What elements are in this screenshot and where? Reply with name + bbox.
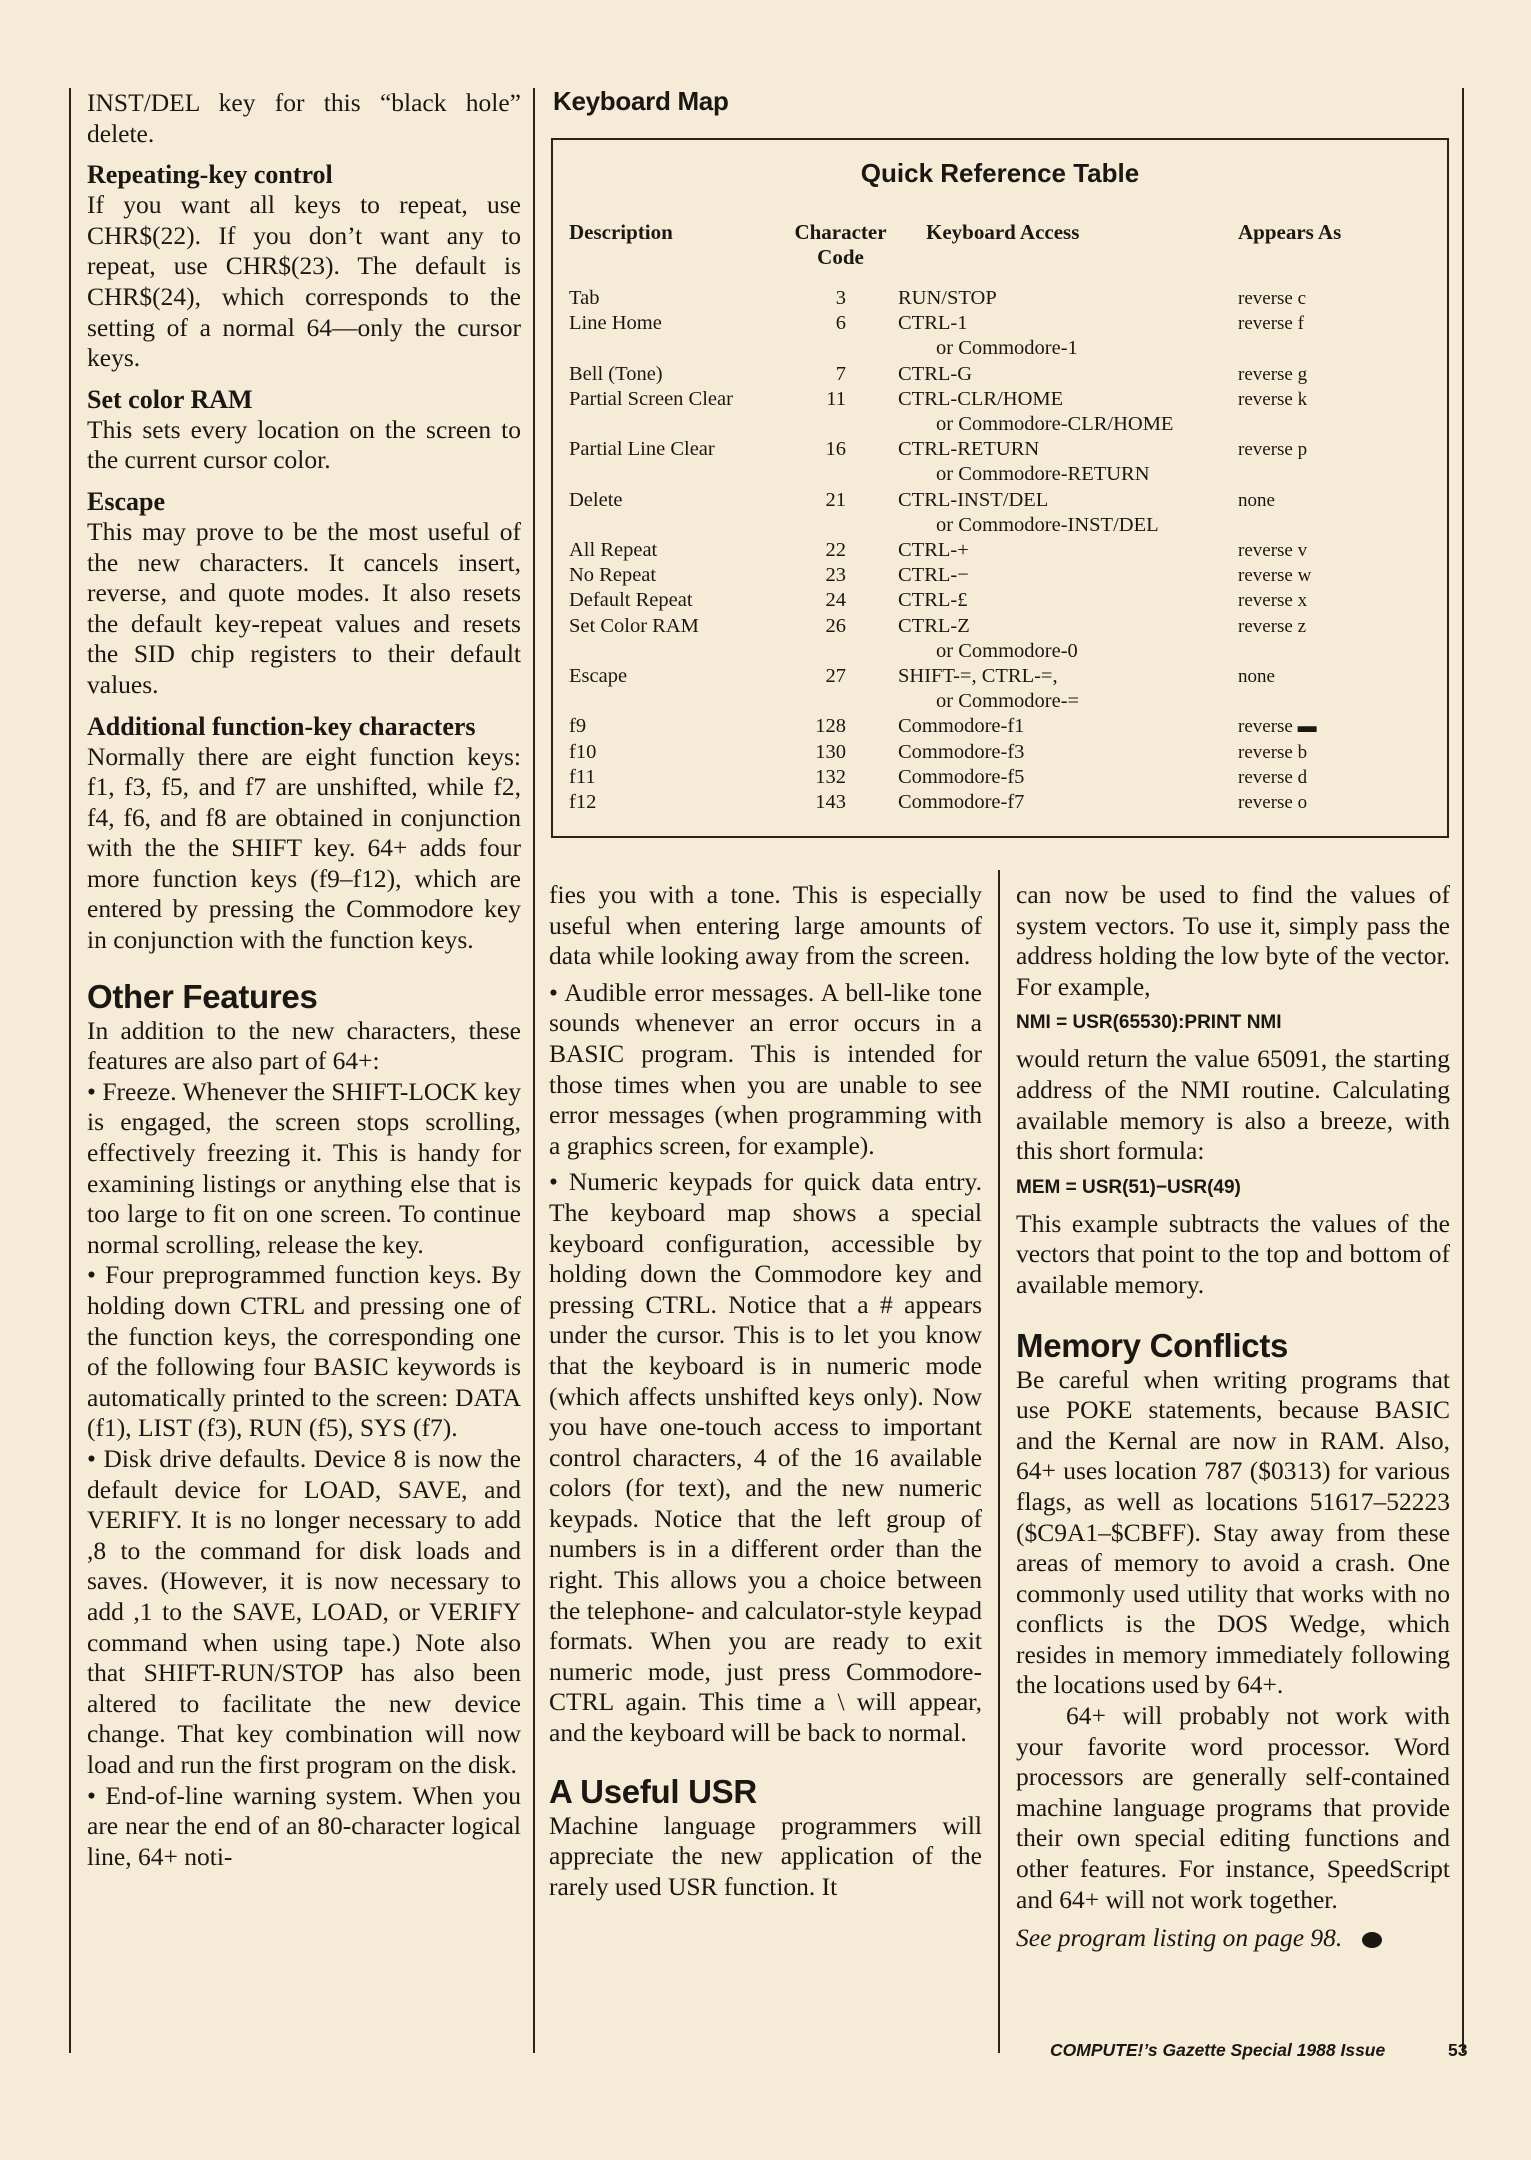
footer-publication: COMPUTE!’s Gazette Special 1988 Issue [1050,2040,1386,2060]
row-keyboard-access [888,790,1238,815]
table-row [569,538,1435,563]
row-description: Set Color RAM [569,614,699,637]
row-keyboard-access [888,714,1238,739]
paragraph-mem-result: This example subtracts the values of the vectors that point to the top and bottom of available memory. [1016,1208,1450,1299]
row-character-code: 7 [835,362,846,385]
table-rows [569,286,1435,815]
row-appears-as: reverse k [1238,388,1308,410]
row-keyboard-access [888,387,1238,437]
row-character-code: 6 [835,312,846,335]
end-mark-icon [1362,1932,1382,1948]
column-2 [549,880,982,1902]
row-character-code: 143 [815,791,846,814]
row-appears-as: reverse b [1238,741,1308,763]
bullet-function-keys: • Four preprogrammed function keys. By holding down CTRL and pressing one of the function keys, the corresponding one of the following four BASIC keywords is automatically printed to the screen: DATA (f1), LIST (f3), RUN (f5), SYS (f7). [87,1260,521,1443]
row-keyboard-access [888,765,1238,790]
row-keyboard-access [888,664,1238,714]
row-appears-as: reverse d [1238,766,1308,788]
paragraph-set-color-ram: This sets every location on the screen to the current cursor color. [87,414,521,475]
bullet-disk-defaults: • Disk drive defaults. Device 8 is now the default device for LOAD, SAVE, and VERIFY. It is no longer necessary to add ,8 to the command for disk loads and saves. (However, it is now necessary to add ,1 to the SAVE, LOAD, or VERIFY command when using tape.) Note also that SHIFT-RUN/STOP has also been altered to facilitate the new device change. That key combination will now load and run the first program on the disk. [87,1443,521,1779]
row-appears-as: reverse z [1238,615,1307,637]
row-description: f11 [569,765,596,788]
header-character-code: Character Code [794,220,887,270]
subheading-set-color-ram: Set color RAM [87,384,253,414]
paragraph-memory-conflicts: Be careful when writing programs that use POKE statements, because BASIC and the Kernal are now in RAM. Also, 64+ uses location 787 ($0313) for various flags, as well as locations 51617–52223 ($C9A1–$CBFF). Stay away from these areas of memory to avoid a crash. One commonly used utility that works with no conflicts is the DOS Wedge, which resides in memory immediately following the locations used by 64+. [1016,1364,1450,1700]
left-margin-rule [69,88,71,2053]
paragraph-tone: fies you with a tone. This is especially useful when entering large amounts of data while looking away from the screen. [549,880,982,971]
row-description: f9 [569,715,587,738]
row-keyboard-access [888,563,1238,588]
table-row [569,437,1435,487]
row-character-code: 22 [825,539,846,562]
table-row [569,311,1435,361]
paragraph-function-keys: Normally there are eight function keys: f1, f3, f5, and f7 are unshifted, while f2, f4, f6, and f8 are obtained in conjunction with the the SHIFT key. 64+ adds four more function keys (f9–f12), which are entered by pressing the Commodore key in conjunction with the function keys. [87,741,521,955]
row-keyboard-access-alternate: or Commodore-RETURN [936,463,1150,486]
table-row [569,765,1435,790]
row-keyboard-access-alternate: or Commodore-0 [936,639,1078,662]
subheading-repeating-key: Repeating-key control [87,160,333,190]
row-description: Partial Screen Clear [569,387,733,410]
header-description: Description [569,220,673,244]
heading-other-features: Other Features [87,977,318,1015]
row-keyboard-access-primary: RUN/STOP [898,287,997,309]
row-keyboard-access-primary: Commodore-f5 [898,765,1025,788]
row-character-code: 11 [826,387,846,410]
table-row [569,664,1435,714]
row-keyboard-access [888,286,1238,311]
row-appears-as: reverse g [1238,363,1308,385]
bullet-end-of-line: • End-of-line warning system. When you are near the end of an 80-character logical line, 64+ noti- [87,1780,521,1871]
table-row [569,563,1435,588]
row-keyboard-access-primary: Commodore-f7 [898,791,1025,814]
row-appears-as: reverse c [1238,288,1307,309]
table-row [569,488,1435,538]
right-margin-rule [1462,88,1464,2053]
row-keyboard-access-primary: CTRL-RETURN [898,438,1040,461]
row-description: Escape [569,665,628,688]
paragraph-other-intro: In addition to the new characters, these features are also part of 64+: [87,1015,521,1076]
row-appears-as: reverse p [1238,439,1308,461]
row-character-code: 21 [825,488,846,511]
row-appears-as: reverse ▬ [1238,716,1317,738]
listing-note-text: See program listing on page 98. [1016,1923,1343,1953]
row-appears-as: reverse v [1238,540,1308,562]
paragraph-usr: Machine language programmers will appreciate the new application of the rarely used USR function. It [549,1810,982,1901]
row-keyboard-access [888,488,1238,538]
reference-table-body [569,220,1435,815]
row-description: All Repeat [569,539,658,562]
row-character-code: 26 [825,614,846,637]
header-appears-as: Appears As [1238,220,1342,244]
quick-reference-title: Quick Reference Table [860,158,1140,188]
row-appears-as: reverse w [1238,565,1312,587]
subheading-function-keys: Additional function-key characters [87,711,476,741]
bullet-freeze: • Freeze. Whenever the SHIFT-LOCK key is engaged, the screen stops scrolling, effectively freezing it. This is handy for examining listings or anything else that is too large to fit on one screen. To continue normal scrolling, release the key. [87,1076,521,1259]
row-keyboard-access-primary: CTRL-G [898,362,973,385]
row-appears-as: reverse f [1238,313,1304,335]
table-row [569,740,1435,765]
table-row [569,588,1435,613]
row-description: No Repeat [569,564,657,587]
quick-reference-table [551,138,1449,838]
row-keyboard-access [888,311,1238,361]
table-row [569,614,1435,664]
row-keyboard-access [888,588,1238,613]
heading-memory-conflicts: Memory Conflicts [1016,1326,1289,1364]
row-description: f12 [569,791,597,814]
row-keyboard-access-primary: Commodore-f3 [898,740,1025,763]
row-character-code: 27 [825,665,846,688]
intro-text: INST/DEL key for this “black hole” delete. [87,88,521,148]
table-row [569,286,1435,311]
row-keyboard-access [888,362,1238,387]
row-keyboard-access [888,538,1238,563]
row-description: Partial Line Clear [569,438,715,461]
page-number: 53 [1448,2040,1468,2060]
row-description: Bell (Tone) [569,362,663,385]
row-character-code: 132 [815,765,846,788]
row-keyboard-access-alternate: or Commodore-= [936,690,1080,713]
row-description: Delete [569,488,623,511]
column-1 [87,88,521,1872]
row-keyboard-access-primary: Commodore-f1 [898,715,1025,738]
row-character-code: 130 [815,740,846,763]
code-mem: MEM = USR(51)−USR(49) [1016,1176,1241,1198]
row-keyboard-access-alternate: or Commodore-CLR/HOME [936,413,1174,436]
row-keyboard-access-primary: CTRL-− [898,564,969,587]
row-keyboard-access [888,437,1238,487]
row-character-code: 16 [825,438,846,461]
paragraph-escape: This may prove to be the most useful of the new characters. It cancels insert, reverse, and quote modes. It also resets the default key-repeat values and resets the SID chip registers to their default values. [87,516,521,699]
row-character-code: 24 [825,589,846,612]
row-keyboard-access [888,740,1238,765]
table-row [569,387,1435,437]
row-description: Default Repeat [569,589,693,612]
row-character-code: 23 [825,564,846,587]
paragraph-repeating-key: If you want all keys to repeat, use CHR$(22). If you don’t want any to repeat, use CHR$(23). The default is CHR$(24), which corresponds to the setting of a normal 64—only the cursor keys. [87,190,521,373]
row-description: Tab [569,287,600,309]
table-header-row [569,220,1435,286]
row-keyboard-access-primary: CTRL-INST/DEL [898,488,1049,511]
row-appears-as: reverse o [1238,792,1308,814]
column-rule-2 [998,870,1000,2053]
row-description: Line Home [569,312,662,335]
row-character-code: 128 [815,715,846,738]
row-character-code: 3 [835,287,846,309]
row-description: f10 [569,740,597,763]
paragraph-word-processor: 64+ will probably not work with your favorite word processor. Word processors are generally self-contained machine language programs that provide their own special editing functions and other features. For instance, SpeedScript and 64+ will not work together. [1016,1701,1450,1914]
keyboard-map-title: Keyboard Map [553,86,729,116]
row-keyboard-access-alternate: or Commodore-1 [936,337,1078,360]
paragraph-system-vectors: can now be used to find the values of system vectors. To use it, simply pass the address holding the low byte of the vector. For example, [1016,880,1450,1001]
header-keyboard-access: Keyboard Access [926,220,1080,244]
table-row [569,790,1435,815]
row-keyboard-access-primary: CTRL-+ [898,539,969,562]
row-keyboard-access-primary: CTRL-Z [898,614,970,637]
row-keyboard-access-primary: SHIFT-=, CTRL-=, [898,665,1058,688]
listing-note [1016,1923,1450,1954]
bullet-audible-errors: • Audible error messages. A bell-like tone sounds whenever an error occurs in a BASIC program. This is intended for those times when you are unable to see error messages (when programming with a graphics screen, for example). [549,977,982,1160]
row-keyboard-access-alternate: or Commodore-INST/DEL [936,513,1159,536]
paragraph-nmi-result: would return the value 65091, the starting address of the NMI routine. Calculating available memory is also a breeze, with this short formula: [1016,1044,1450,1166]
row-appears-as: none [1238,666,1275,688]
row-keyboard-access [888,614,1238,664]
column-rule-1 [533,88,535,2053]
table-row [569,714,1435,739]
bullet-numeric-keypads: • Numeric keypads for quick data entry. The keyboard map shows a special keyboard configuration, accessible by holding down the Commodore key and pressing CTRL. Notice that a # appears under the cursor. This is to let you know that the keyboard is in numeric mode (which affects unshifted keys only). Now you have one-touch access to important control characters, 4 of the 16 available colors (for text), and the new numeric keypads. Notice that the left group of numbers is in a different order than the right. This allows you a choice between the telephone- and calculator-style keypad formats. When you are ready to exit numeric mode, just press Commodore-CTRL again. This time a \ will appear, and the keyboard will be back to normal. [549,1167,982,1748]
heading-useful-usr: A Useful USR [549,1772,757,1810]
subheading-escape: Escape [87,486,165,516]
row-keyboard-access-primary: CTRL-CLR/HOME [898,387,1064,410]
table-row [569,362,1435,387]
row-keyboard-access-primary: CTRL-1 [898,312,968,335]
row-appears-as: none [1238,489,1275,511]
code-nmi: NMI = USR(65530):PRINT NMI [1016,1012,1282,1034]
column-3 [1016,880,1450,1954]
row-appears-as: reverse x [1238,590,1308,612]
row-keyboard-access-primary: CTRL-£ [898,589,968,612]
